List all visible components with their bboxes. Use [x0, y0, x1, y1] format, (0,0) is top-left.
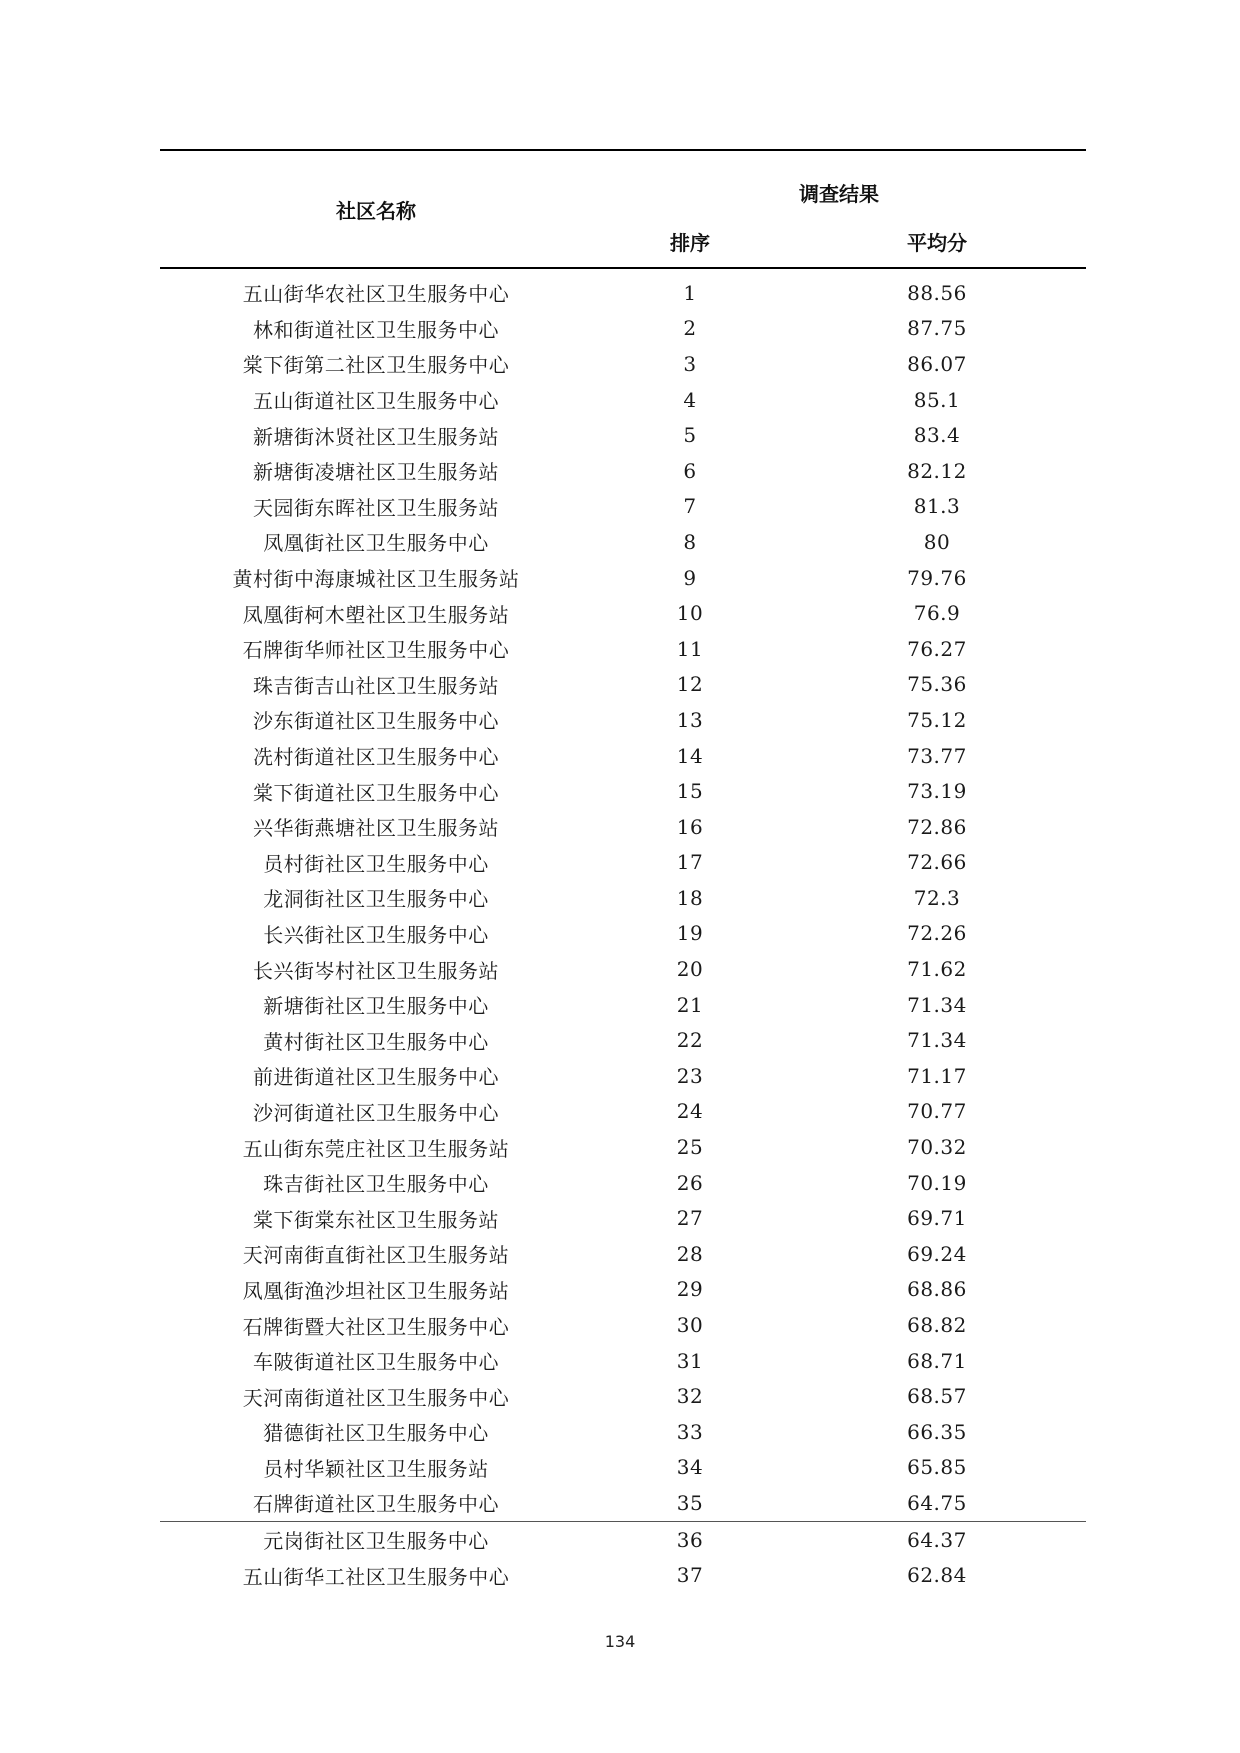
cell-rank: 31 — [676, 1348, 704, 1373]
table-row — [160, 1200, 1086, 1236]
cell-rank: 33 — [676, 1419, 704, 1444]
cell-average-score: 86.07 — [907, 351, 967, 376]
table-row — [160, 1414, 1086, 1450]
table-row — [160, 880, 1086, 916]
cell-rank: 15 — [676, 779, 704, 804]
table-row — [160, 1129, 1086, 1165]
column-header-score: 平均分 — [788, 213, 1086, 268]
table-row — [160, 1521, 1086, 1557]
cell-community-name: 五山街道社区卫生服务中心 — [253, 389, 499, 414]
cell-community-name: 员村街社区卫生服务中心 — [263, 851, 489, 876]
survey-results-table — [160, 149, 1086, 1593]
cell-community-name: 五山街东莞庄社区卫生服务站 — [242, 1136, 510, 1161]
cell-rank: 25 — [676, 1135, 704, 1160]
cell-community-name: 珠吉街社区卫生服务中心 — [263, 1172, 489, 1197]
cell-community-name: 凤凰街渔沙坦社区卫生服务站 — [242, 1278, 510, 1303]
table-row — [160, 560, 1086, 596]
cell-average-score: 72.26 — [907, 921, 967, 946]
cell-community-name: 石牌街暨大社区卫生服务中心 — [242, 1314, 510, 1339]
cell-rank: 28 — [676, 1241, 704, 1266]
cell-community-name: 新塘街沐贤社区卫生服务站 — [253, 424, 499, 449]
cell-community-name: 兴华街燕塘社区卫生服务站 — [253, 816, 499, 841]
cell-rank: 18 — [676, 885, 704, 910]
table-row — [160, 524, 1086, 560]
cell-average-score: 82.12 — [907, 458, 967, 483]
table-row — [160, 845, 1086, 881]
cell-average-score: 72.86 — [907, 814, 967, 839]
table-row — [160, 1378, 1086, 1414]
cell-community-name: 珠吉街吉山社区卫生服务站 — [253, 673, 499, 698]
cell-rank: 23 — [676, 1063, 704, 1088]
cell-average-score: 79.76 — [907, 565, 967, 590]
cell-community-name: 五山街华农社区卫生服务中心 — [242, 282, 510, 307]
cell-average-score: 75.36 — [907, 672, 967, 697]
table-body — [160, 268, 1086, 1593]
cell-community-name: 天河南街直街社区卫生服务站 — [242, 1243, 510, 1268]
cell-rank: 7 — [683, 494, 697, 519]
table-row — [160, 268, 1086, 311]
cell-rank: 14 — [676, 743, 704, 768]
survey-results-table-container — [160, 149, 1086, 1593]
cell-rank: 4 — [683, 387, 697, 412]
cell-rank: 1 — [683, 280, 697, 305]
cell-community-name: 冼村街道社区卫生服务中心 — [253, 745, 499, 770]
table-row — [160, 631, 1086, 667]
cell-community-name: 凤凰街柯木塱社区卫生服务站 — [242, 602, 510, 627]
cell-community-name: 棠下街棠东社区卫生服务站 — [253, 1207, 499, 1232]
cell-rank: 8 — [683, 529, 697, 554]
table-row — [160, 1557, 1086, 1593]
cell-rank: 27 — [676, 1206, 704, 1231]
cell-community-name: 猎德街社区卫生服务中心 — [263, 1421, 489, 1446]
cell-rank: 21 — [676, 992, 704, 1017]
cell-rank: 6 — [683, 458, 697, 483]
cell-community-name: 棠下街第二社区卫生服务中心 — [242, 353, 510, 378]
cell-average-score: 76.9 — [913, 601, 961, 626]
table-row — [160, 382, 1086, 418]
cell-average-score: 69.71 — [907, 1206, 967, 1231]
cell-community-name: 五山街华工社区卫生服务中心 — [242, 1564, 510, 1589]
table-row — [160, 1165, 1086, 1201]
cell-average-score: 73.19 — [907, 779, 967, 804]
cell-average-score: 71.34 — [907, 992, 967, 1017]
cell-rank: 32 — [676, 1384, 704, 1409]
cell-community-name: 元岗街社区卫生服务中心 — [263, 1529, 489, 1554]
cell-rank: 24 — [676, 1099, 704, 1124]
cell-average-score: 70.77 — [907, 1099, 967, 1124]
page-number: 134 — [604, 1632, 636, 1651]
cell-community-name: 天河南街道社区卫生服务中心 — [242, 1385, 510, 1410]
table-row — [160, 417, 1086, 453]
table-header — [160, 150, 1086, 268]
cell-community-name: 天园街东晖社区卫生服务站 — [253, 495, 499, 520]
cell-average-score: 68.71 — [907, 1348, 967, 1373]
cell-community-name: 林和街道社区卫生服务中心 — [253, 317, 499, 342]
cell-rank: 34 — [676, 1455, 704, 1480]
cell-community-name: 新塘街社区卫生服务中心 — [263, 994, 489, 1019]
cell-rank: 12 — [676, 672, 704, 697]
cell-average-score: 87.75 — [907, 316, 967, 341]
cell-average-score: 66.35 — [907, 1419, 967, 1444]
cell-community-name: 长兴街岑村社区卫生服务站 — [253, 958, 499, 983]
cell-rank: 19 — [676, 921, 704, 946]
cell-average-score: 68.82 — [907, 1313, 967, 1338]
table-row — [160, 667, 1086, 703]
cell-average-score: 69.24 — [907, 1241, 967, 1266]
column-header-rank: 排序 — [592, 213, 788, 268]
cell-community-name: 棠下街道社区卫生服务中心 — [253, 780, 499, 805]
table-row — [160, 738, 1086, 774]
table-row — [160, 346, 1086, 382]
cell-rank: 13 — [676, 707, 704, 732]
cell-community-name: 沙河街道社区卫生服务中心 — [253, 1100, 499, 1125]
cell-average-score: 85.1 — [913, 387, 961, 412]
cell-rank: 20 — [676, 957, 704, 982]
cell-rank: 29 — [676, 1277, 704, 1302]
cell-rank: 3 — [683, 351, 697, 376]
table-row — [160, 1236, 1086, 1272]
table-row — [160, 702, 1086, 738]
cell-rank: 11 — [676, 636, 704, 661]
table-row — [160, 595, 1086, 631]
table-row — [160, 1450, 1086, 1486]
cell-community-name: 沙东街道社区卫生服务中心 — [253, 709, 499, 734]
cell-average-score: 76.27 — [907, 636, 967, 661]
table-row — [160, 1307, 1086, 1343]
cell-average-score: 71.62 — [907, 957, 967, 982]
cell-average-score: 65.85 — [907, 1455, 967, 1480]
cell-rank: 22 — [676, 1028, 704, 1053]
cell-community-name: 员村华颖社区卫生服务站 — [263, 1456, 489, 1481]
cell-rank: 16 — [676, 814, 704, 839]
cell-community-name: 新塘街凌塘社区卫生服务站 — [253, 460, 499, 485]
cell-community-name: 龙洞街社区卫生服务中心 — [263, 887, 489, 912]
cell-average-score: 88.56 — [907, 280, 967, 305]
cell-community-name: 黄村街中海康城社区卫生服务站 — [232, 567, 520, 592]
cell-rank: 5 — [683, 423, 697, 448]
table-row — [160, 489, 1086, 525]
cell-average-score: 83.4 — [913, 423, 961, 448]
cell-community-name: 凤凰街社区卫生服务中心 — [263, 531, 489, 556]
table-row — [160, 1485, 1086, 1521]
table-row — [160, 453, 1086, 489]
cell-average-score: 81.3 — [913, 494, 961, 519]
cell-rank: 26 — [676, 1170, 704, 1195]
table-row — [160, 1272, 1086, 1308]
cell-average-score: 73.77 — [907, 743, 967, 768]
cell-average-score: 80 — [923, 529, 951, 554]
cell-average-score: 68.86 — [907, 1277, 967, 1302]
cell-rank: 9 — [683, 565, 697, 590]
cell-average-score: 72.66 — [907, 850, 967, 875]
cell-rank: 2 — [683, 316, 697, 341]
cell-rank: 30 — [676, 1313, 704, 1338]
cell-average-score: 71.17 — [907, 1063, 967, 1088]
column-group-header-results: 调查结果 — [592, 150, 1086, 213]
cell-community-name: 长兴街社区卫生服务中心 — [263, 922, 489, 947]
table-row — [160, 916, 1086, 952]
cell-community-name: 石牌街道社区卫生服务中心 — [160, 1485, 592, 1521]
cell-average-score: 68.57 — [907, 1384, 967, 1409]
cell-average-score: 64.37 — [907, 1527, 967, 1552]
cell-average-score: 70.32 — [907, 1135, 967, 1160]
table-row — [160, 1094, 1086, 1130]
table-row — [160, 773, 1086, 809]
cell-rank: 35 — [592, 1485, 788, 1521]
table-row — [160, 311, 1086, 347]
table-row — [160, 951, 1086, 987]
table-row — [160, 987, 1086, 1023]
cell-community-name: 前进街道社区卫生服务中心 — [253, 1065, 499, 1090]
cell-average-score: 75.12 — [907, 707, 967, 732]
cell-rank: 17 — [676, 850, 704, 875]
cell-rank: 37 — [676, 1563, 704, 1588]
table-row — [160, 809, 1086, 845]
table-row — [160, 1022, 1086, 1058]
cell-average-score: 64.75 — [788, 1485, 1086, 1521]
cell-community-name: 黄村街社区卫生服务中心 — [263, 1029, 489, 1054]
cell-rank: 36 — [676, 1527, 704, 1552]
cell-average-score: 70.19 — [907, 1170, 967, 1195]
column-header-name: 社区名称 — [160, 150, 592, 268]
cell-average-score: 72.3 — [913, 885, 961, 910]
cell-community-name: 石牌街华师社区卫生服务中心 — [242, 638, 510, 663]
cell-average-score: 62.84 — [907, 1563, 967, 1588]
cell-average-score: 71.34 — [907, 1028, 967, 1053]
table-row — [160, 1343, 1086, 1379]
cell-community-name: 车陂街道社区卫生服务中心 — [253, 1350, 499, 1375]
table-row — [160, 1058, 1086, 1094]
cell-rank: 10 — [676, 601, 704, 626]
